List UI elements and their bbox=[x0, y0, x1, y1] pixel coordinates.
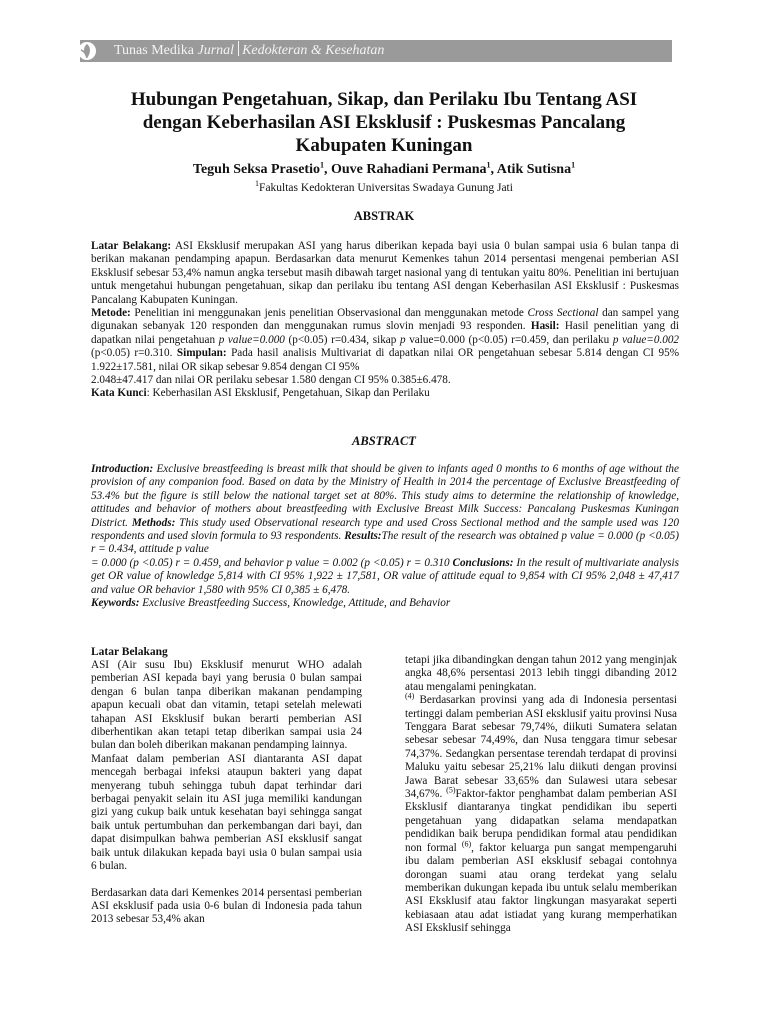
author-name: Ouve Rahadiani Permana bbox=[330, 162, 487, 177]
author-affil-mark: 1 bbox=[319, 160, 324, 170]
introduction-label: Introduction: bbox=[91, 463, 154, 475]
abstrak-body bbox=[91, 240, 679, 401]
abstract-body bbox=[91, 463, 679, 610]
methods-text: This study used Observational research type and used Cross Sectional method and the sample used was 120 respondents and used slovin formula to 93 respondents. bbox=[91, 516, 679, 543]
body-text: Berdasarkan provinsi yang ada di Indonesia persentasi tertinggi dalam pemberian ASI eksklusif yaitu provinsi Nusa Tenggara Barat sebesar 79,74%, diikuti Sumatera selatan sebesar sebesar 74,49%, dan Nusa tenggara timur sebesar 74,37%. Sedangkan persentase terendah terdapat di provinsi Maluku yaitu sebesar 25,21% lalu diikuti dengan provinsi Jawa Barat sebesar 33,65% dan Sulawesi utara sebesar 34,67%. bbox=[405, 694, 677, 801]
keywords-label: Keywords: bbox=[91, 597, 140, 610]
hasil-text: (p<0.05) r=0.434, sikap bbox=[284, 333, 400, 346]
author-affil-mark: 1 bbox=[486, 160, 491, 170]
body-left-column bbox=[91, 645, 362, 927]
metode-italic: Cross Sectional bbox=[527, 307, 599, 320]
title-line: Kabupaten Kuningan bbox=[295, 135, 473, 156]
kata-kunci-text: : Keberhasilan ASI Eksklusif, Pengetahuan, Sikap dan Perilaku bbox=[146, 387, 430, 400]
body-text: Faktor-faktor penghambat dalam pemberian ASI Eksklusif diantaranya tingkat pendidikan ibu seperti pengetahuan yang didapatkan selama mendapatkan pendidikan baik berupa pendidikan formal atau pendidikan non formal bbox=[405, 788, 677, 854]
metode-label: Metode: bbox=[91, 307, 131, 320]
hasil-p: p bbox=[399, 333, 406, 346]
results-line-2: = 0.000 (p <0.05) r = 0.459, and behavior p value = 0.002 (p <0.05) r = 0.310 bbox=[91, 556, 453, 569]
citation-ref: (4) bbox=[405, 691, 415, 701]
hasil-label: Hasil: bbox=[530, 320, 560, 333]
results-label: Results: bbox=[344, 530, 382, 543]
body-text: , faktor keluarga pun sangat mempengaruhi ibu dalam pemberian ASI eksklusif sebagai contohnya dorongan suami atau orang terdekat yang selalu memberikan dukungan kepada ibu untuk selalu memberikan ASI Eksklusif atau faktor lingkungan masyarakat seperti kebiasaan atau adat istiadat yang kurang memperhatikan ASI Eksklusif sehingga bbox=[405, 841, 677, 935]
conclusions-label: Conclusions: bbox=[452, 556, 514, 569]
affiliation bbox=[90, 181, 678, 195]
journal-header-text bbox=[114, 40, 384, 62]
author-separator: , bbox=[323, 162, 331, 177]
conclusions-text: In the result of multivariate analysis get OR value of knowledge 5,814 with CI 95% 1,922 ± 17,581, OR value of attitude equal to 9,854 with CI 95% 2,048 ± 47,417 and value OR behavior 1,580 with 95% CI 0,385 ± 6,478. bbox=[91, 556, 679, 596]
kata-kunci-label: Kata Kunci bbox=[91, 387, 147, 400]
author-name: Teguh Seksa Prasetio bbox=[192, 162, 320, 177]
keywords-paragraph bbox=[91, 597, 679, 610]
abstrak-heading: ABSTRAK bbox=[353, 209, 415, 223]
author-separator: , bbox=[490, 162, 497, 177]
body-paragraph: ASI (Air susu Ibu) Eksklusif menurut WHO adalah pemberian ASI kepada bayi yang berusia 0 bulan sampai dengan 6 bulan tanpa diberikan makanan pendamping apapun kecuali obat dan vitamin, tetapi setelah melewati tahapan ASI Eksklusif bukan berarti pemberian ASI diberhentikan akan tetapi tetap diberikan sampai usia 24 bulan dan boleh diberikan makanan pendamping lainnya. bbox=[91, 659, 362, 752]
affiliation-mark: 1 bbox=[255, 179, 260, 189]
paper-title bbox=[90, 88, 678, 157]
affiliation-text: Fakultas Kedokteran Universitas Swadaya Gunung Jati bbox=[259, 182, 513, 194]
body-right-column bbox=[405, 654, 677, 936]
title-line: Hubungan Pengetahuan, Sikap, dan Perilaku Ibu Tentang ASI bbox=[130, 89, 638, 110]
simpulan-label: Simpulan: bbox=[176, 347, 227, 360]
body-paragraph: Manfaat dalam pemberian ASI diantaranta ASI dapat mencegah berbagai infeksi ataupun bakteri yang dapat menyerang tubuh sehingga tubuh dapat terhindar dari berbagai penyakit selain itu ASI juga memiliki kandungan gizi yang cukup baik untuk kesehatan bayi sehingga sangat baik untuk pertumbuhan dan perkembangan dari bayi, dan dapat disimpulkan bahwa pemberian ASI eksklusif sangat baik untuk dilakukan kepada bayi usia 0 bulan sampai usia 6 bulan. bbox=[91, 752, 362, 873]
hasil-text: Hasil penelitian yang di dapatkan nilai pengetahuan bbox=[91, 320, 679, 346]
results-text: The result of the research was obtained p value = 0.000 (p <0.05) r = 0.434, attitude p value bbox=[91, 530, 680, 556]
body-paragraph bbox=[405, 654, 677, 936]
hasil-p-value: p value=0.000 bbox=[218, 333, 285, 346]
section-heading: Latar Belakang bbox=[91, 646, 168, 658]
title-line: dengan Keberhasilan ASI Eksklusif : Puskesmas Pancalang bbox=[142, 112, 626, 133]
journal-subtitle: Kedokteran & Kesehatan bbox=[242, 43, 385, 58]
keywords-text: Exclusive Breastfeeding Success, Knowledge, Attitude, and Behavior bbox=[139, 597, 451, 610]
body-text: tetapi jika dibandingkan dengan tahun 2012 yang menginjak angka 48,6% persentasi 2013 lebih tinggi dibanding 2012 atau mengalami peningkatan. bbox=[405, 654, 677, 693]
journal-header bbox=[80, 40, 672, 62]
simpulan-line-2: 2.048±47.417 dan nilai OR perilaku sebesar 1.580 dengan CI 95% 0.385±6.478. bbox=[91, 374, 451, 387]
metode-text-2: dan sampel yang digunakan sebanyak 120 responden dan menggunakan rumus slovin menjadi 93 responden. bbox=[91, 307, 679, 333]
metode-text: Penelitian ini menggunakan jenis penelitian Observasional dan menggunakan metode bbox=[130, 307, 528, 320]
hasil-p-value: p value=0.002 bbox=[612, 333, 680, 346]
header-divider bbox=[238, 41, 239, 56]
hasil-text: value=0.000 (p<0.05) r=0.459, dan perilaku bbox=[405, 333, 613, 346]
latar-label: Latar Belakang: bbox=[91, 240, 172, 252]
paragraph-spacer bbox=[91, 874, 362, 887]
hasil-text: (p<0.05) r=0.310. bbox=[91, 347, 177, 360]
abstrak-paragraph bbox=[91, 240, 679, 307]
abstract-heading: ABSTRACT bbox=[352, 434, 416, 448]
latar-text: ASI Eksklusif merupakan ASI yang harus diberikan kepada bayi usia 0 bulan sampai usia 6 bulan tanpa di berikan makanan pendamping apapun. Berdasarkan data menurut Kemenkes tahun 2014 persentasi mengenai pemberian ASI Eksklusif sebesar 53,4% namun angka tersebut masih dibawah target nasional yang di tentukan yaitu 80%. Penelitian ini bertujuan untuk mengetahui hubungan pengetahuan, sikap dan perilaku ibu tentang ASI dengan Keberhasilan ASI Eksklusif : Puskesmas Pancalang Kabupaten Kuningan. bbox=[91, 240, 679, 306]
journal-word: Jurnal bbox=[197, 43, 235, 58]
body-paragraph: Berdasarkan data dari Kemenkes 2014 persentasi pemberian ASI eksklusif pada usia 0-6 bulan di Indonesia pada tahun 2013 sebesar 53,4% akan bbox=[91, 886, 362, 926]
author-name: Atik Sutisna bbox=[496, 162, 572, 177]
abstract-paragraph bbox=[91, 463, 679, 557]
simpulan-text: Pada hasil analisis Multivariat di dapatkan nilai OR pengetahuan sebesar 5.814 dengan CI 95% 1.922±17.581, nilai OR sikap sebesar 9.854 dengan CI 95% bbox=[91, 347, 680, 373]
journal-name: Tunas Medika bbox=[114, 43, 194, 58]
journal-logo-icon bbox=[77, 41, 97, 61]
author-list bbox=[90, 161, 678, 179]
citation-ref: (5) bbox=[446, 785, 456, 795]
citation-ref: (6) bbox=[461, 838, 472, 848]
abstrak-paragraph bbox=[91, 307, 679, 374]
methods-label: Methods: bbox=[131, 516, 176, 529]
abstract-paragraph bbox=[91, 557, 679, 597]
introduction-text: Exclusive breastfeeding is breast milk that should be given to infants aged 0 months to 6 months of age without the provision of any companion food. Based on data by the Ministry of Health in 2014 the percentage of Exclusive Breastfeeding of 53.4% but the figure is still below the national target set at 80%. This study aims to determine the relationship of knowledge, attitudes and behavior of mothers about breastfeeding with Exclusive Breast Milk Success: Pancalang Puskesmas Kuningan District. bbox=[91, 463, 679, 529]
keywords-paragraph bbox=[91, 387, 679, 400]
author-affil-mark: 1 bbox=[571, 160, 576, 170]
